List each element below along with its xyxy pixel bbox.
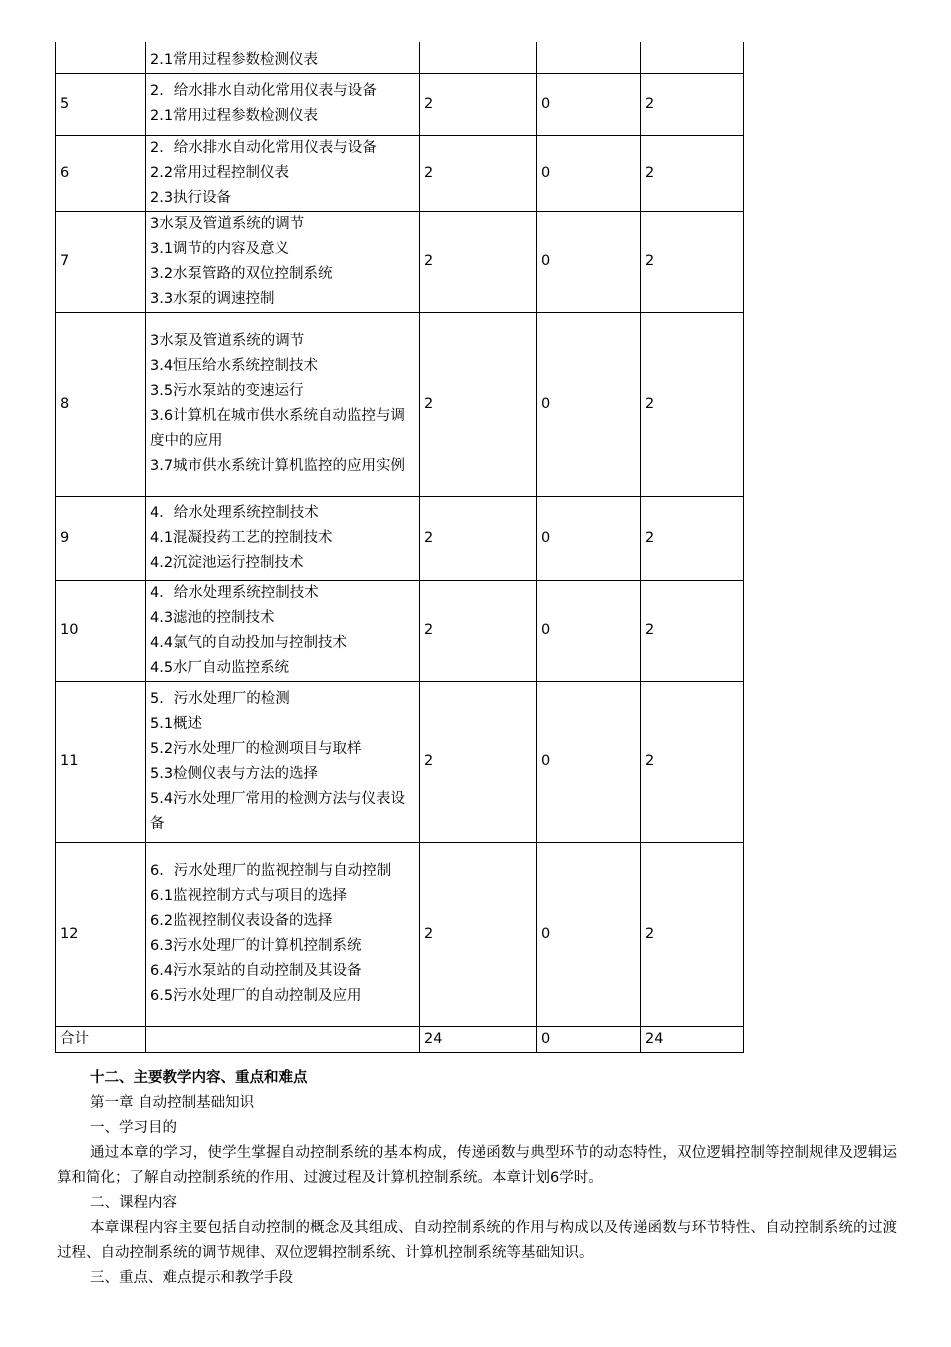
practice-hours-cell: 0	[537, 580, 641, 681]
table-row	[56, 312, 744, 496]
lecture-hours-cell: 2	[420, 496, 537, 580]
table-row	[56, 135, 744, 211]
practice-hours-cell: 0	[537, 842, 641, 1026]
total-hours-cell: 2	[641, 842, 744, 1026]
total-hours-cell: 2	[641, 681, 744, 842]
table-row	[56, 842, 744, 1026]
paragraph-learning-goals: 通过本章的学习，使学生掌握自动控制系统的基本构成，传递函数与典型环节的动态特性，双位逻辑控制等控制规律及逻辑运算和简化；了解自动控制系统的作用、过渡过程及计算机控制系统。本章计划6学时。	[57, 1145, 897, 1186]
schedule-table	[55, 42, 744, 1053]
week-cell: 12	[56, 842, 146, 1026]
total-hours-cell: 2	[641, 580, 744, 681]
content-line: 3水泵及管道系统的调节	[150, 215, 305, 232]
content-line: 2.3执行设备	[150, 189, 232, 206]
total-lecture-hours-cell: 24	[420, 1026, 537, 1052]
section-heading: 十二、主要教学内容、重点和难点	[90, 1070, 308, 1086]
total-practice-hours-cell: 0	[537, 1026, 641, 1052]
content-cell	[146, 496, 420, 580]
content-cell	[146, 135, 420, 211]
content-line: 3.7城市供水系统计算机监控的应用实例	[150, 458, 406, 474]
total-hours-cell	[641, 42, 744, 73]
lecture-hours-cell: 2	[420, 312, 537, 496]
table-row	[56, 73, 744, 135]
content-line: 5.2污水处理厂的检测项目与取样	[150, 740, 362, 757]
content-line: 4.5水厂自动监控系统	[150, 659, 290, 676]
content-line: 6.2监视控制仪表设备的选择	[150, 913, 333, 929]
total-label-cell: 合计	[56, 1026, 146, 1052]
lecture-hours-cell: 2	[420, 842, 537, 1026]
total-hours-cell: 2	[641, 135, 744, 211]
content-line: 6.3污水处理厂的计算机控制系统	[150, 938, 362, 954]
total-hours-cell: 2	[641, 211, 744, 312]
content-line: 6.1监视控制方式与项目的选择	[150, 888, 348, 904]
content-line: 4.1混凝投药工艺的控制技术	[150, 529, 333, 546]
content-cell	[146, 681, 420, 842]
lecture-hours-cell: 2	[420, 135, 537, 211]
content-line: 2.1常用过程参数检测仪表	[150, 108, 319, 124]
content-cell	[146, 42, 420, 73]
content-line: 6.4污水泵站的自动控制及其设备	[150, 963, 362, 979]
content-line: 3.4恒压给水系统控制技术	[150, 358, 319, 374]
table-row	[56, 42, 744, 73]
week-cell: 10	[56, 580, 146, 681]
content-cell	[146, 312, 420, 496]
content-line: 4.3滤池的控制技术	[150, 609, 275, 626]
lecture-hours-cell: 2	[420, 681, 537, 842]
subheading-course-content: 二、课程内容	[90, 1195, 177, 1211]
table-row	[56, 496, 744, 580]
content-line: 2.2常用过程控制仪表	[150, 164, 290, 181]
content-cell	[146, 580, 420, 681]
content-line: 6.5污水处理厂的自动控制及应用	[150, 988, 362, 1004]
practice-hours-cell: 0	[537, 496, 641, 580]
content-line: 3.5污水泵站的变速运行	[150, 383, 304, 399]
content-cell	[146, 842, 420, 1026]
content-line: 2．给水排水自动化常用仪表与设备	[150, 83, 377, 99]
table-row	[56, 211, 744, 312]
week-cell: 7	[56, 211, 146, 312]
lecture-hours-cell: 2	[420, 73, 537, 135]
lecture-hours-cell: 2	[420, 580, 537, 681]
content-line: 5．污水处理厂的检测	[150, 690, 290, 707]
total-hours-cell: 2	[641, 496, 744, 580]
subheading-learning-goals: 一、学习目的	[90, 1120, 177, 1136]
content-line: 3.2水泵管路的双位控制系统	[150, 265, 333, 282]
practice-hours-cell: 0	[537, 312, 641, 496]
content-line: 4.2沉淀池运行控制技术	[150, 554, 304, 571]
practice-hours-cell: 0	[537, 73, 641, 135]
chapter-title: 第一章 自动控制基础知识	[90, 1095, 255, 1111]
total-content-cell	[146, 1026, 420, 1052]
week-cell: 9	[56, 496, 146, 580]
practice-hours-cell	[537, 42, 641, 73]
total-hours-cell: 2	[641, 312, 744, 496]
total-row	[56, 1026, 744, 1052]
content-line: 3.6计算机在城市供水系统自动监控与调度中的应用	[150, 408, 406, 449]
content-cell	[146, 73, 420, 135]
week-cell: 11	[56, 681, 146, 842]
content-line: 6．污水处理厂的监视控制与自动控制	[150, 863, 392, 879]
content-line: 3.3水泵的调速控制	[150, 290, 275, 307]
content-line: 2.1常用过程参数检测仪表	[150, 51, 319, 68]
content-line: 3.1调节的内容及意义	[150, 240, 290, 257]
week-cell: 6	[56, 135, 146, 211]
practice-hours-cell: 0	[537, 135, 641, 211]
content-line: 4．给水处理系统控制技术	[150, 584, 319, 601]
table-row	[56, 681, 744, 842]
week-cell	[56, 42, 146, 73]
week-cell: 8	[56, 312, 146, 496]
week-cell: 5	[56, 73, 146, 135]
table-row	[56, 580, 744, 681]
content-line: 5.1概述	[150, 715, 203, 732]
content-cell	[146, 211, 420, 312]
practice-hours-cell: 0	[537, 681, 641, 842]
content-line: 2．给水排水自动化常用仪表与设备	[150, 139, 377, 156]
content-line: 4.4氯气的自动投加与控制技术	[150, 634, 348, 651]
content-line: 4．给水处理系统控制技术	[150, 504, 319, 521]
total-hours-cell: 24	[641, 1026, 744, 1052]
subheading-key-points: 三、重点、难点提示和教学手段	[90, 1270, 293, 1286]
content-line: 3水泵及管道系统的调节	[150, 333, 305, 349]
content-line: 5.3检侧仪表与方法的选择	[150, 765, 319, 782]
paragraph-course-content: 本章课程内容主要包括自动控制的概念及其组成、自动控制系统的作用与构成以及传递函数与环节特性、自动控制系统的过渡过程、自动控制系统的调节规律、双位逻辑控制系统、计算机控制系统等基础知识。	[57, 1220, 897, 1261]
lecture-hours-cell: 2	[420, 211, 537, 312]
total-hours-cell: 2	[641, 73, 744, 135]
content-line: 5.4污水处理厂常用的检测方法与仪表设备	[150, 790, 406, 832]
practice-hours-cell: 0	[537, 211, 641, 312]
lecture-hours-cell	[420, 42, 537, 73]
